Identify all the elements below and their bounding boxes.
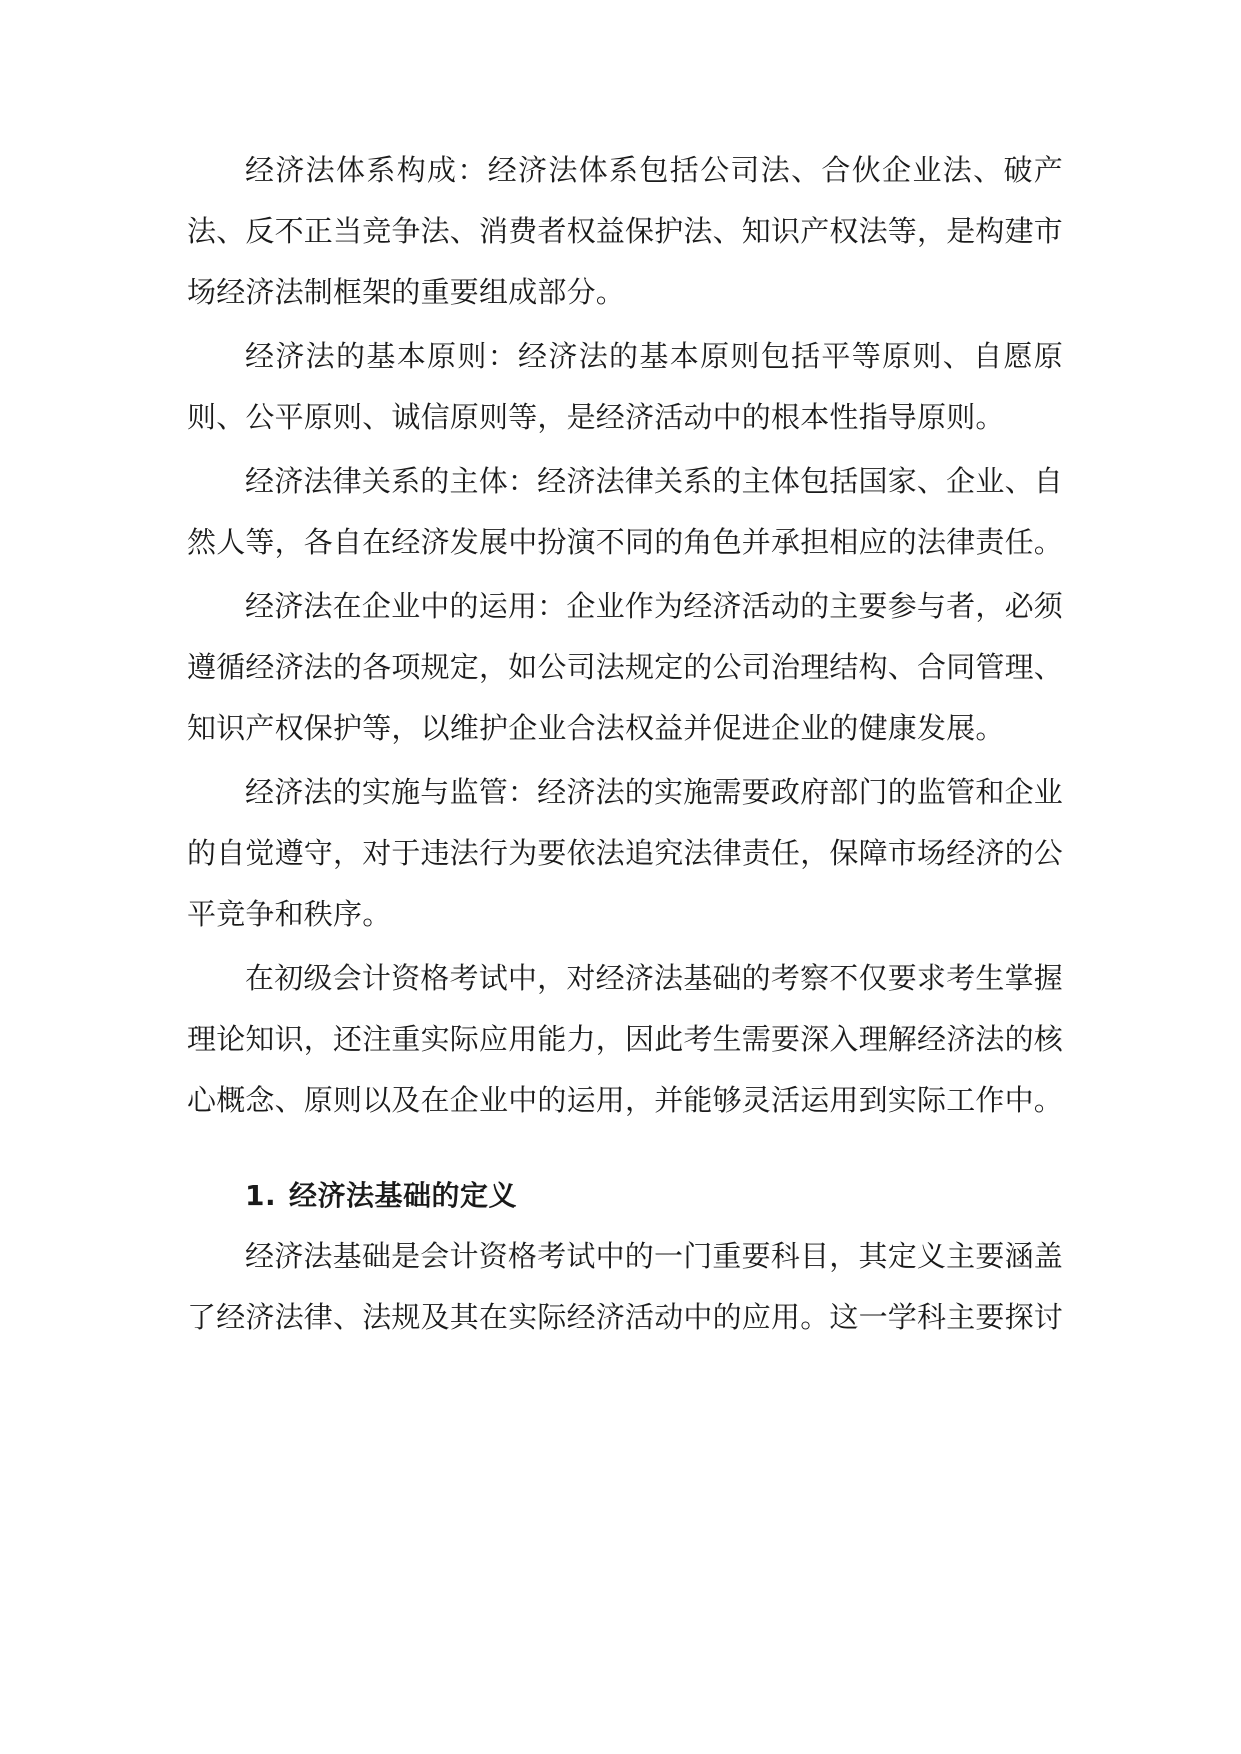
paragraph-definition: 经济法基础是会计资格考试中的一门重要科目，其定义主要涵盖了经济法律、法规及其在实际经济活动中的应用。这一学科主要探讨 — [187, 1239, 1064, 1334]
section-heading — [187, 1165, 1063, 1226]
paragraph-legal-subjects: 经济法律关系的主体：经济法律关系的主体包括国家、企业、自然人等，各自在经济发展中扮演不同的角色并承担相应的法律责任。 — [187, 464, 1064, 559]
paragraph-legal-system: 经济法体系构成：经济法体系包括公司法、合伙企业法、破产法、反不正当竞争法、消费者权益保护法、知识产权法等，是构建市场经济法制框架的重要组成部分。 — [187, 153, 1064, 309]
paragraph-exam-summary: 在初级会计资格考试中，对经济法基础的考察不仅要求考生掌握理论知识，还注重实际应用能力，因此考生需要深入理解经济法的核心概念、原则以及在企业中的运用，并能够灵活运用到实际工作中。 — [187, 961, 1064, 1117]
paragraph-basic-principles: 经济法的基本原则：经济法的基本原则包括平等原则、自愿原则、公平原则、诚信原则等，是经济活动中的根本性指导原则。 — [187, 339, 1063, 434]
document-body — [187, 140, 1063, 1351]
section-number: 1. — [245, 1179, 277, 1212]
paragraph-implementation-supervision: 经济法的实施与监管：经济法的实施需要政府部门的监管和企业的自觉遵守，对于违法行为要依法追究法律责任，保障市场经济的公平竞争和秩序。 — [187, 775, 1064, 931]
section-title: 经济法基础的定义 — [289, 1179, 518, 1212]
paragraph-enterprise-application: 经济法在企业中的运用：企业作为经济活动的主要参与者，必须遵循经济法的各项规定，如公司法规定的公司治理结构、合同管理、知识产权保护等，以维护企业合法权益并促进企业的健康发展。 — [187, 589, 1064, 745]
